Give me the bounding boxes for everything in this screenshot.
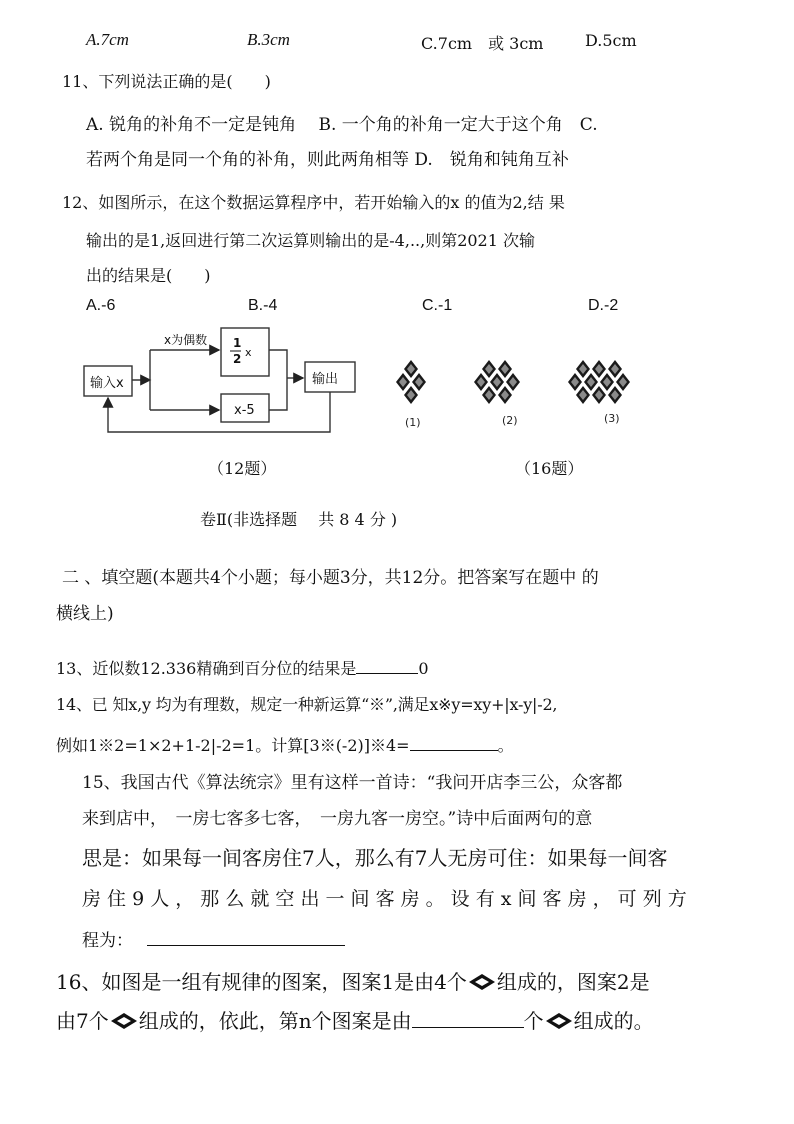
caption-q12: （12题） xyxy=(208,459,277,478)
diamond-icon xyxy=(109,1011,139,1031)
q16-text-c: 由7个 xyxy=(56,1009,109,1033)
option-d-prev: D.5cm xyxy=(585,31,637,50)
diamond-icon xyxy=(467,972,497,992)
q16-text-b: 组成的，图案2是 xyxy=(496,970,650,994)
section-heading-line1: 二 、填空题(本题共4个小题；每小题3分，共12分。把答案写在题中 的 xyxy=(62,568,599,588)
flow-half-den: 2 xyxy=(233,352,242,366)
q14-line2 xyxy=(56,733,514,756)
flow-even-label: x为偶数 xyxy=(164,333,208,347)
pattern-1 xyxy=(396,360,426,404)
pattern-3-label: (3) xyxy=(604,412,620,425)
flow-feedback-loop xyxy=(108,392,330,432)
q12-line1: 12、如图所示，在这个数据运算程序中，若开始输入的x 的值为2,结 果 xyxy=(62,193,565,212)
q15-line1: 15、我国古代《算法统宗》里有这样一首诗：“我问开店李三公，众客都 xyxy=(82,773,623,793)
q15-line2: 来到店中， 一房七客多七客， 一房九客一房空。”诗中后面两句的意 xyxy=(82,809,593,829)
caption-q16: （16题） xyxy=(515,459,584,478)
flow-half-var: x xyxy=(245,346,252,359)
diamond-icon xyxy=(544,1011,574,1031)
pattern-2 xyxy=(474,360,520,404)
pattern-2-label: (2) xyxy=(502,414,518,427)
option-b-prev: B.3cm xyxy=(247,30,290,49)
q15-line3: 思是：如果每一间客房住7人，那么有7人无房可住：如果每一间客 xyxy=(82,846,668,870)
q15-line5 xyxy=(82,926,345,951)
q13-tail: 0 xyxy=(418,659,429,678)
q16-text-e: 个 xyxy=(523,1009,544,1033)
q16-line2 xyxy=(56,1005,654,1034)
q14-answer-blank[interactable] xyxy=(410,736,498,751)
flow-output-label: 输出 xyxy=(312,372,339,387)
option-a-prev: A.7cm xyxy=(86,30,129,49)
q15-answer-blank[interactable] xyxy=(147,931,345,946)
flowchart-diagram xyxy=(80,322,360,438)
q16-line1 xyxy=(56,966,650,995)
q12-line3: 出的结果是( ) xyxy=(86,266,211,285)
q16-text-a: 16、如图是一组有规律的图案，图案1是由4个 xyxy=(56,970,467,994)
flow-half-num: 1 xyxy=(233,336,242,350)
q11-options-line1: A. 锐角的补角不一定是钝角 B. 一个角的补角一定大于这个角 C. xyxy=(86,115,598,135)
q12-line2: 输出的是1,返回进行第二次运算则输出的是-4,..,则第2021 次输 xyxy=(86,231,536,250)
flow-input-label: 输入x xyxy=(90,376,124,391)
q13-text: 13、近似数12.336精确到百分位的结果是 xyxy=(56,659,357,678)
q15-line4: 房 住 9 人 ， 那 么 就 空 出 一 间 客 房 。 设 有 x 间 客 房 ， 可 列 方 xyxy=(82,888,687,910)
q16-answer-blank[interactable] xyxy=(412,1013,524,1028)
q12-option-c: C.-1 xyxy=(422,297,453,314)
part2-title: 卷Ⅱ(非选择题 共 8 4 分 ) xyxy=(200,510,398,529)
flow-merge-line xyxy=(269,350,287,410)
pattern-1-label: (1) xyxy=(405,416,421,429)
q13-answer-blank[interactable] xyxy=(356,659,418,674)
pattern-3 xyxy=(568,360,630,404)
option-c-prev: C.7cm 或 3cm xyxy=(421,34,544,53)
q14-line1: 14、已 知x,y 均为有理数，规定一种新运算“※”,满足x※y=xy+|x-y|-2, xyxy=(56,695,558,714)
q12-option-a: A.-6 xyxy=(86,297,116,314)
diamond-patterns-figure xyxy=(390,352,630,434)
q16-text-f: 组成的。 xyxy=(573,1009,654,1033)
q12-option-b: B.-4 xyxy=(248,297,278,314)
section-heading-line2: 横线上) xyxy=(56,604,114,624)
q12-option-d: D.-2 xyxy=(588,297,619,314)
q13-line xyxy=(56,656,429,679)
flow-minus-label: x-5 xyxy=(234,403,255,418)
q14-tail: 。 xyxy=(497,736,514,755)
q14-text: 例如1※2=1×2+1-2|-2=1。计算[3※(-2)]※4= xyxy=(56,736,410,755)
q11-options-line2: 若两个角是同一个角的补角，则此两角相等 D. 锐角和钝角互补 xyxy=(86,150,569,170)
q15-text: 程为： xyxy=(82,931,133,951)
q16-text-d: 组成的，依此，第n个图案是由 xyxy=(138,1009,412,1033)
q11-stem: 11、下列说法正确的是( ) xyxy=(62,72,271,91)
